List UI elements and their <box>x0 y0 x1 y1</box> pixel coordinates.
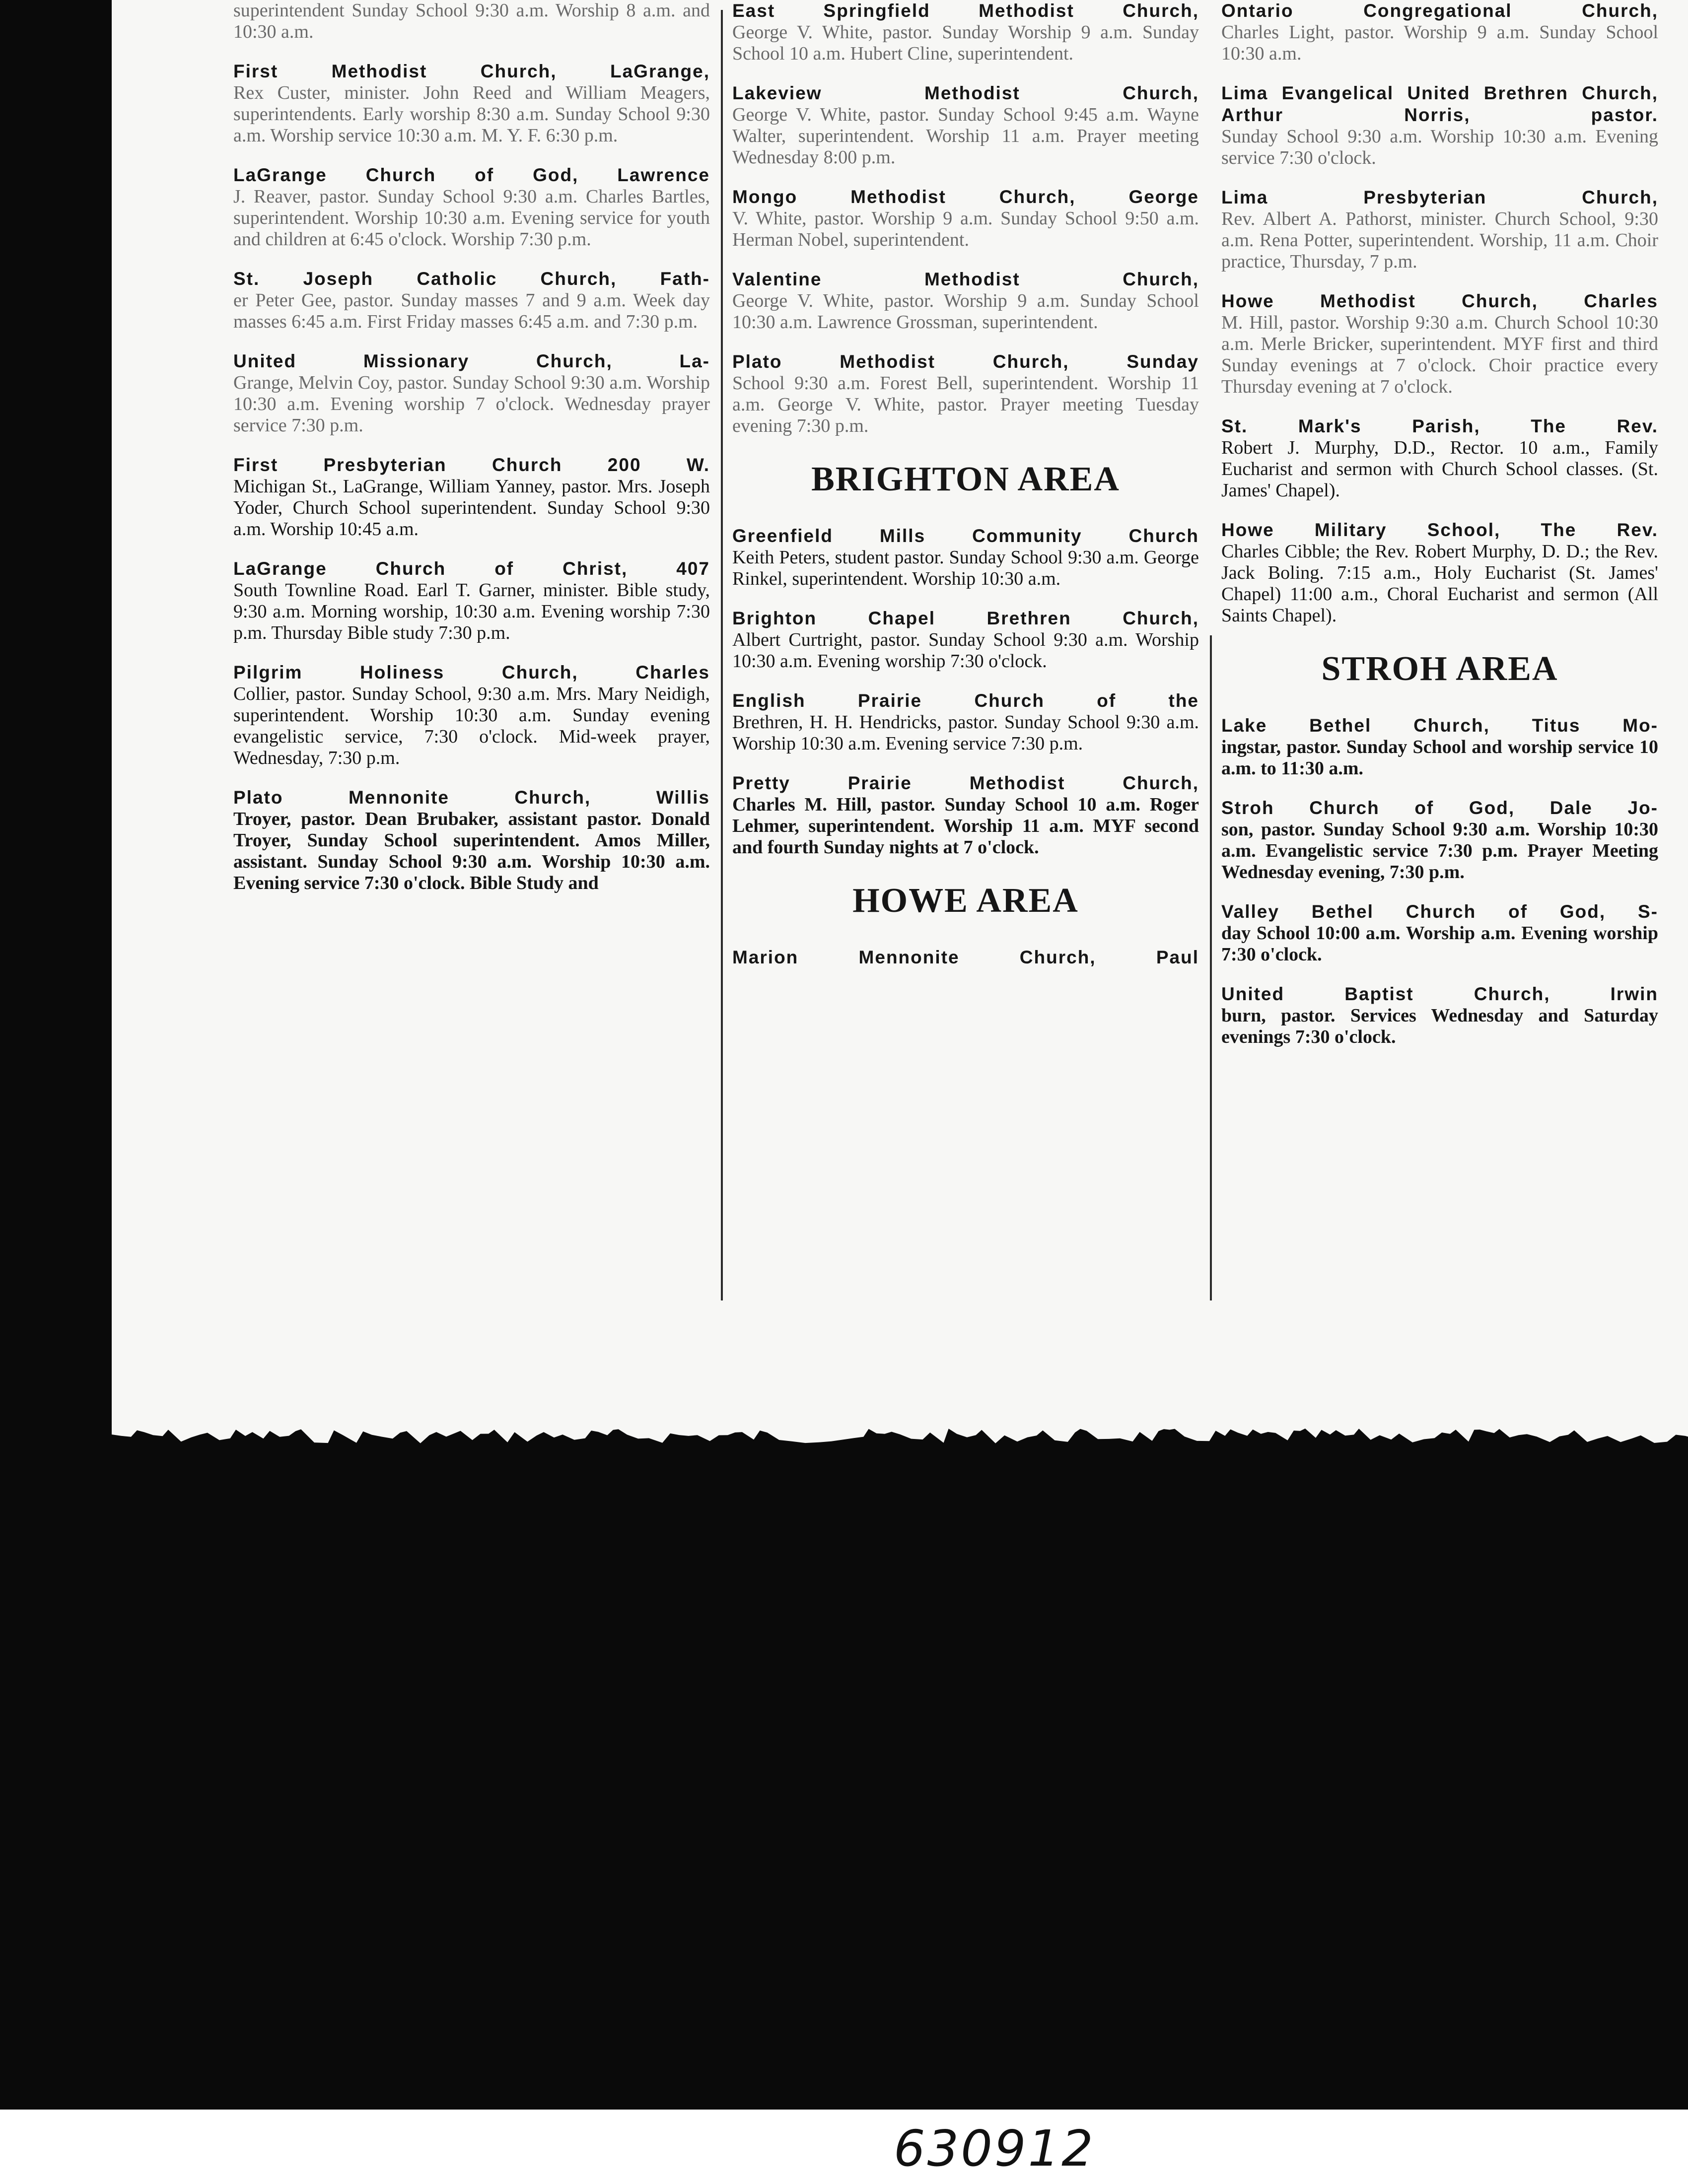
church-name: Brighton Chapel Brethren Church, <box>732 608 1199 628</box>
area-heading: BRIGHTON AREA <box>811 460 1120 498</box>
church-listing <box>1221 715 1658 779</box>
church-listing <box>732 269 1199 333</box>
church-name: Howe Methodist Church, Charles <box>1221 291 1658 311</box>
service-details: Collier, pastor. Sunday School, 9:30 a.m. Mrs. Mary Neidigh, superintendent. Worship 10:30 a.m. Sunday evening evangelistic service, 7:30 o'clock. Mid-week prayer, Wednesday, 7:30 p.m. <box>233 683 710 768</box>
column-rule <box>1210 635 1212 1300</box>
service-details: Charles Light, pastor. Worship 9 a.m. Sunday School 10:30 a.m. <box>1221 22 1658 64</box>
column-2 <box>732 0 1199 1300</box>
church-listing <box>233 0 710 43</box>
service-details: day School 10:00 a.m. Worship a.m. Evening worship 7:30 o'clock. <box>1221 923 1658 965</box>
service-details: burn, pastor. Services Wednesday and Saturday evenings 7:30 o'clock. <box>1221 1005 1658 1047</box>
service-details: M. Hill, pastor. Worship 9:30 a.m. Church School 10:30 a.m. Merle Bricker, superintendent. MYF first and third Sunday evenings at 7 o'clock. Choir practice every Thursday evening at 7 o'clock. <box>1221 312 1658 397</box>
church-name: Ontario Congregational Church, <box>1221 0 1658 21</box>
church-listing <box>1221 290 1658 398</box>
church-name: Valley Bethel Church of God, S- <box>1221 901 1658 922</box>
church-name: Howe Military School, The Rev. <box>1221 520 1658 540</box>
church-listing <box>233 350 710 436</box>
bottom-margin <box>0 2110 1688 2184</box>
church-name: Marion Mennonite Church, Paul <box>732 947 1199 967</box>
service-details: South Townline Road. Earl T. Garner, minister. Bible study, 9:30 a.m. Morning worship, 10:30 a.m. Evening worship 7:30 p.m. Thursday Bible study 7:30 p.m. <box>233 580 710 643</box>
church-name: First Methodist Church, LaGrange, <box>233 61 710 81</box>
church-name: LaGrange Church of Christ, 407 <box>233 558 710 579</box>
church-name: Pilgrim Holiness Church, Charles <box>233 662 710 682</box>
handwritten-note: 630912 <box>894 2119 1095 2178</box>
service-details: Troyer, pastor. Dean Brubaker, assistant pastor. Donald Troyer, Sunday School superintendent. Amos Miller, assistant. Sunday School 9:30 a.m. Worship 10:30 a.m. Evening service 7:30 o'clock. Bible Study and <box>233 809 710 893</box>
church-name: Valentine Methodist Church, <box>732 269 1199 289</box>
church-listing <box>732 608 1199 672</box>
service-details: Robert J. Murphy, D.D., Rector. 10 a.m., Family Eucharist and sermon with Church School classes. (St. James' Chapel). <box>1221 437 1658 501</box>
church-listing <box>233 454 710 540</box>
church-name: Lima Evangelical United Brethren Church, Arthur Norris, pastor. <box>1221 83 1658 125</box>
column-3 <box>1221 0 1658 1300</box>
church-name: Plato Mennonite Church, Willis <box>233 787 710 808</box>
church-name: LaGrange Church of God, Lawrence <box>233 165 710 185</box>
service-details: J. Reaver, pastor. Sunday School 9:30 a.m. Charles Bartles, superintendent. Worship 10:30 a.m. Evening service for youth and children at 6:45 o'clock. Worship 7:30 p.m. <box>233 186 710 250</box>
church-name: Plato Methodist Church, Sunday <box>732 351 1199 372</box>
church-name: Lake Bethel Church, Titus Mo- <box>1221 715 1658 736</box>
service-details: Brethren, H. H. Hendricks, pastor. Sunday School 9:30 a.m. Worship 10:30 a.m. Evening service 7:30 p.m. <box>732 712 1199 754</box>
church-listing <box>1221 0 1658 65</box>
service-details: George V. White, pastor. Worship 9 a.m. Sunday School 10:30 a.m. Lawrence Grossman, superintendent. <box>732 290 1199 333</box>
church-name: United Baptist Church, Irwin <box>1221 984 1658 1004</box>
scanner-bottom-band <box>0 1449 1688 2110</box>
church-listing <box>233 164 710 250</box>
church-name: Greenfield Mills Community Church <box>732 526 1199 546</box>
church-listing <box>732 690 1199 754</box>
church-name: Stroh Church of God, Dale Jo- <box>1221 798 1658 818</box>
church-name: United Missionary Church, La- <box>233 351 710 371</box>
church-name: St. Joseph Catholic Church, Fath- <box>233 269 710 289</box>
area-heading: HOWE AREA <box>852 882 1079 920</box>
service-details: er Peter Gee, pastor. Sunday masses 7 and 9 a.m. Week day masses 6:45 a.m. First Friday masses 6:45 a.m. and 7:30 p.m. <box>233 290 710 332</box>
service-details: Albert Curtright, pastor. Sunday School 9:30 a.m. Worship 10:30 a.m. Evening worship 7:30 o'clock. <box>732 629 1199 672</box>
church-listing <box>1221 901 1658 965</box>
church-name: English Prairie Church of the <box>732 690 1199 711</box>
church-listing <box>732 525 1199 590</box>
service-details: Michigan St., LaGrange, William Yanney, pastor. Mrs. Joseph Yoder, Church School superintendent. Sunday School 9:30 a.m. Worship 10:45 a.m. <box>233 476 710 540</box>
church-listing <box>1221 415 1658 501</box>
church-listing <box>233 61 710 146</box>
church-listing <box>1221 519 1658 626</box>
torn-paper-edge <box>112 1420 1688 1449</box>
church-listing <box>1221 187 1658 273</box>
church-name: Lima Presbyterian Church, <box>1221 187 1658 207</box>
newspaper-clipping <box>233 0 1658 1300</box>
church-name: Mongo Methodist Church, George <box>732 187 1199 207</box>
church-name: St. Mark's Parish, The Rev. <box>1221 416 1658 436</box>
service-details: Rex Custer, minister. John Reed and William Meagers, superintendents. Early worship 8:30 a.m. Sunday School 9:30 a.m. Worship service 10:30 a.m. M. Y. F. 6:30 p.m. <box>233 82 710 146</box>
service-details: V. White, pastor. Worship 9 a.m. Sunday School 9:50 a.m. Herman Nobel, superintendent. <box>732 208 1199 250</box>
service-details: Charles M. Hill, pastor. Sunday School 10 a.m. Roger Lehmer, superintendent. Worship 11 a.m. MYF second and fourth Sunday nights at 7 o'clock. <box>732 794 1199 858</box>
service-details: Charles Cibble; the Rev. Robert Murphy, D. D.; the Rev. Jack Boling. 7:15 a.m., Holy Eucharist (St. James' Chapel) 11:00 a.m., Choral Eucharist and sermon (All Saints Chapel). <box>1221 541 1658 626</box>
church-listing <box>233 787 710 894</box>
church-name: Pretty Prairie Methodist Church, <box>732 773 1199 793</box>
church-listing <box>732 351 1199 437</box>
service-details: School 9:30 a.m. Forest Bell, superintendent. Worship 11 a.m. George V. White, pastor. Prayer meeting Tuesday evening 7:30 p.m. <box>732 373 1199 436</box>
service-details: Rev. Albert A. Pathorst, minister. Church School, 9:30 a.m. Rena Potter, superintendent. Worship, 11 a.m. Choir practice, Thursday, 7 p.m. <box>1221 208 1658 272</box>
church-listing <box>233 662 710 769</box>
column-rule <box>721 10 723 1300</box>
area-heading: STROH AREA <box>1321 650 1558 688</box>
church-listing <box>732 186 1199 251</box>
column-1 <box>233 0 710 1300</box>
church-listing <box>1221 983 1658 1048</box>
church-name: First Presbyterian Church 200 W. <box>233 455 710 475</box>
church-listing <box>1221 82 1658 169</box>
service-details: superintendent Sunday School 9:30 a.m. Worship 8 a.m. and 10:30 a.m. <box>233 0 710 42</box>
church-listing <box>732 0 1199 65</box>
church-listing <box>732 82 1199 168</box>
church-listing <box>732 947 1199 968</box>
church-listing <box>732 772 1199 858</box>
church-listing <box>233 558 710 644</box>
church-listing <box>233 268 710 333</box>
church-name: East Springfield Methodist Church, <box>732 0 1199 21</box>
service-details: son, pastor. Sunday School 9:30 a.m. Worship 10:30 a.m. Evangelistic service 7:30 p.m. Prayer Meeting Wednesday evening, 7:30 p.m. <box>1221 819 1658 883</box>
church-name: Lakeview Methodist Church, <box>732 83 1199 103</box>
church-listing <box>1221 797 1658 883</box>
service-details: Sunday School 9:30 a.m. Worship 10:30 a.m. Evening service 7:30 o'clock. <box>1221 126 1658 168</box>
service-details: ingstar, pastor. Sunday School and worship service 10 a.m. to 11:30 a.m. <box>1221 737 1658 779</box>
service-details: George V. White, pastor. Sunday School 9:45 a.m. Wayne Walter, superintendent. Worship 11 a.m. Prayer meeting Wednesday 8:00 p.m. <box>732 104 1199 168</box>
service-details: George V. White, pastor. Sunday Worship 9 a.m. Sunday School 10 a.m. Hubert Cline, superintendent. <box>732 22 1199 64</box>
service-details: Keith Peters, student pastor. Sunday School 9:30 a.m. George Rinkel, superintendent. Worship 10:30 a.m. <box>732 547 1199 589</box>
service-details: Grange, Melvin Coy, pastor. Sunday School 9:30 a.m. Worship 10:30 a.m. Evening worship 7 o'clock. Wednesday prayer service 7:30 p.m. <box>233 372 710 436</box>
